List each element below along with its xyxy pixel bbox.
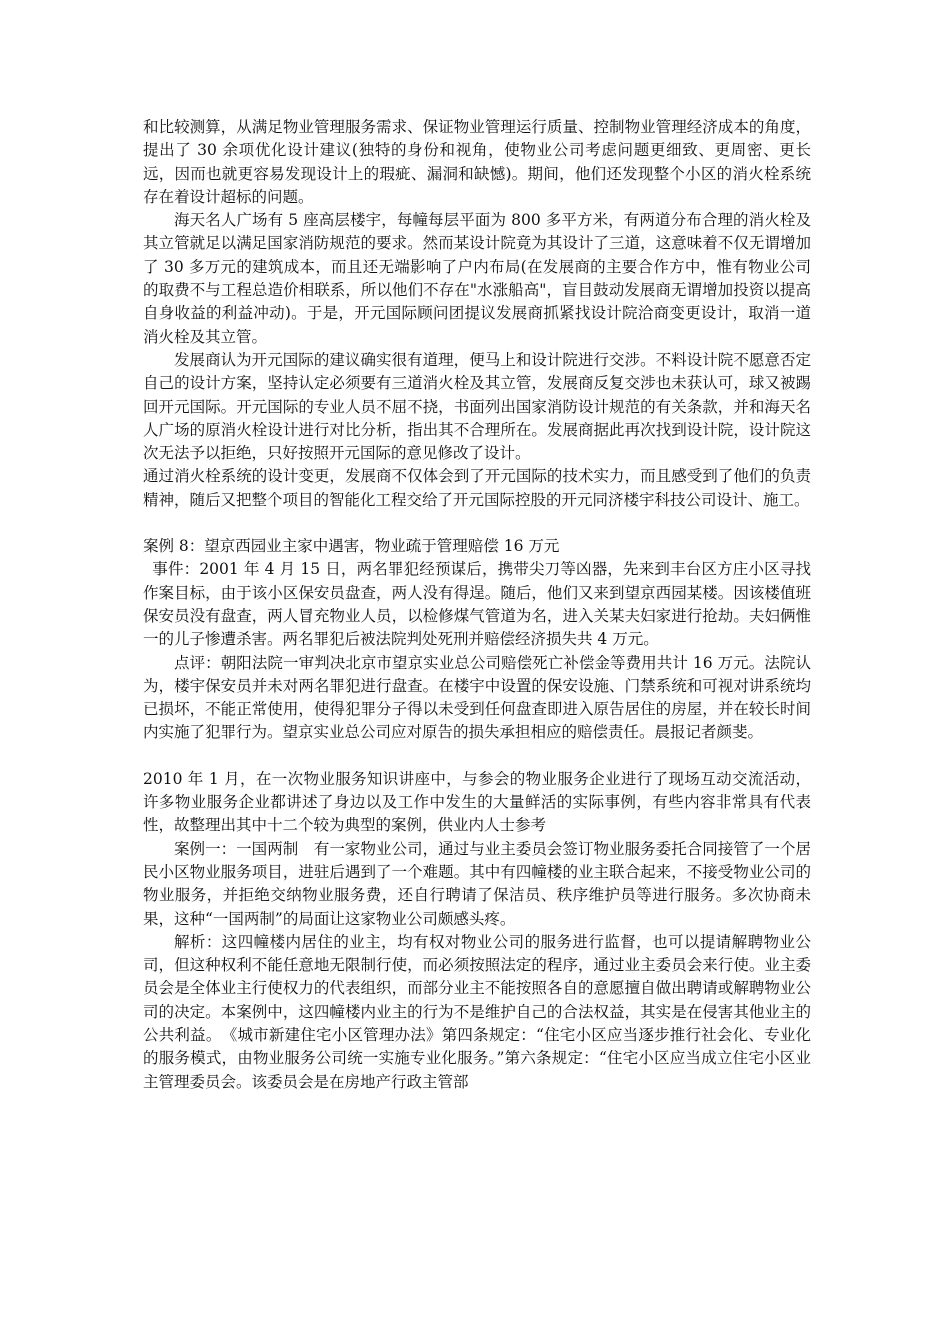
lecture-intro: 2010 年 1 月，在一次物业服务知识讲座中，与参会的物业服务企业进行了现场互动交流活动，许多物业服务企业都讲述了身边以及工作中发生的大量鲜活的实际事例，有些内容非常具有代表性，故整理出其中十二个较为典型的案例，供业内人士参考 — [143, 769, 811, 835]
paragraph-haitian-plaza: 海天名人广场有 5 座高层楼宇，每幢每层平面为 800 多平方米，有两道分布合理的消火栓及其立管就足以满足国家消防规范的要求。然而某设计院竟为其设计了三道，这意味着不仅无谓增加了 30 多万元的建筑成本，而且还无端影响了户内布局(在发展商的主要合作方中，惟有物业公司的取费不与工程总造价相联系，所以他们不存在"水涨船高"，盲目鼓动发展商无谓增加投资以提高自身收益的利益冲动)。于是，开元国际顾问团提议发展商抓紧找设计院洽商变更设计，取消一道消火栓及其立管。 — [143, 211, 811, 346]
paragraph-gap — [143, 745, 811, 768]
case-8-comment: 点评：朝阳法院一审判决北京市望京实业总公司赔偿死亡补偿金等费用共计 16 万元。法院认为，楼宇保安员并未对两名罪犯进行盘查。在楼宇中设置的保安设施、门禁系统和可视对讲系统均已损坏，不能正常使用，使得犯罪分子得以未受到任何盘查即进入原告居住的房屋，并在较长时间内实施了犯罪行为。望京实业总公司应对原告的损失承担相应的赔偿责任。晨报记者颜斐。 — [143, 653, 811, 742]
paragraph-design-change-result: 通过消火栓系统的设计变更，发展商不仅体会到了开元国际的技术实力，而且感受到了他们的负责精神，随后又把整个项目的智能化工程交给了开元国际控股的开元同济楼宇科技公司设计、施工。 — [143, 467, 811, 509]
case-8-title: 案例 8：望京西园业主家中遇害，物业疏于管理赔偿 16 万元 — [143, 537, 560, 556]
paragraph-optimization-suggestions: 和比较测算，从满足物业管理服务需求、保证物业管理运行质量、控制物业管理经济成本的角度，提出了 30 余项优化设计建议(独特的身份和视角，使物业公司考虑问题更细致、更周密、更长远，因而也就更容易发现设计上的瑕疵、漏洞和缺憾)。期间，他们还发现整个小区的消火栓系统存在着设计超标的问题。 — [143, 118, 811, 206]
case-1-analysis: 解析：这四幢楼内居住的业主，均有权对物业公司的服务进行监督，也可以提请解聘物业公司，但这种权利不能任意地无限制行使，而必须按照法定的程序，通过业主委员会来行使。业主委员会是全体业主行使权力的代表组织，而部分业主不能按照各自的意愿擅自做出聘请或解聘物业公司的决定。本案例中，这四幢楼内业主的行为不是维护自己的合法权益，其实是在侵害其他业主的公共利益。 《城市新建住宅小区管理办法》第四条规定：“住宅小区应当逐步推行社会化、专业化的服务模式，由物业服务公司统一实施专业化服务。”第六条规定：“住宅小区应当成立住宅小区业主管理委员会。该委员会是在房地产行政主管部 — [143, 932, 811, 1091]
case-1-description: 案例一：一国两制 有一家物业公司，通过与业主委员会签订物业服务委托合同接管了一个居民小区物业服务项目，进驻后遇到了一个难题。其中有四幢楼的业主联合起来，不接受物业公司的物业服务，并拒绝交纳物业服务费，还自行聘请了保洁员、秩序维护员等进行服务。多次协商未果，这种“一国两制”的局面让这家物业公司颇感头疼。 — [143, 839, 811, 928]
document-body — [143, 116, 811, 1094]
paragraph-gap — [143, 512, 811, 535]
paragraph-developer-negotiation: 发展商认为开元国际的建议确实很有道理，便马上和设计院进行交涉。不料设计院不愿意否定自己的设计方案，坚持认定必须要有三道消火栓及其立管，发展商反复交涉也未获认可，球又被踢回开元国际。开元国际的专业人员不屈不挠，书面列出国家消防设计规范的有关条款，并和海天名人广场的原消火栓设计进行对比分析，指出其不合理所在。发展商据此再次找到设计院，设计院这次无法予以拒绝，只好按照开元国际的意见修改了设计。 — [143, 350, 811, 463]
case-8-event: 事件：2001 年 4 月 15 日，两名罪犯经预谋后，携带尖刀等凶器，先来到丰台区方庄小区寻找作案目标，由于该小区保安员盘查，两人没有得逞。随后，他们又来到望京西园某楼。因该楼值班保安员没有盘查，两人冒充物业人员，以检修煤气管道为名，进入关某夫妇家进行抢劫。夫妇俩惟一的儿子惨遭杀害。两名罪犯后被法院判处死刑并赔偿经济损失共 4 万元。 — [143, 560, 811, 649]
